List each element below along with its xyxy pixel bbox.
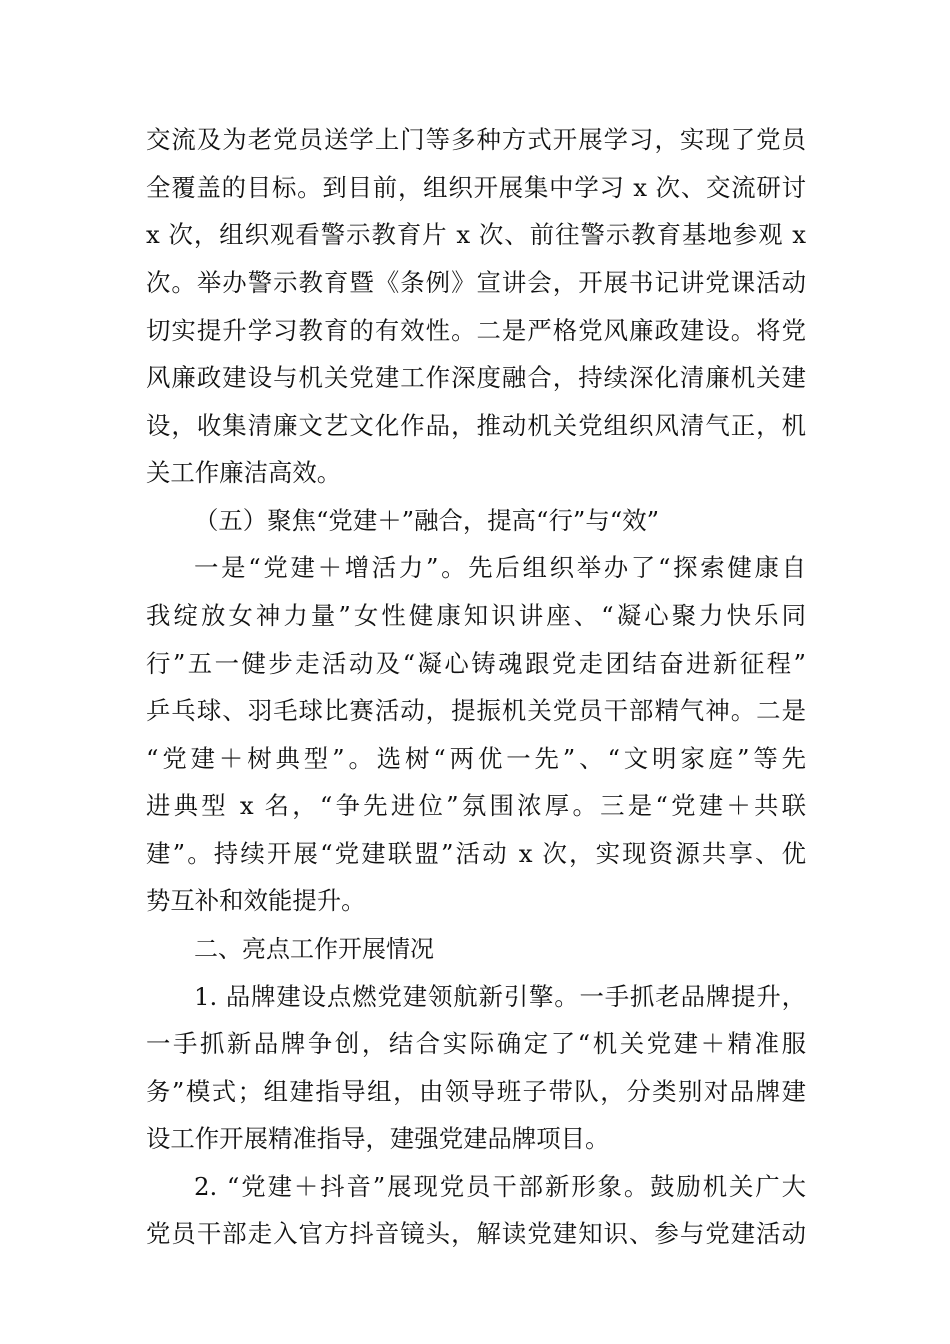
subsection-heading: （五）聚焦“党建＋”融合，提高“行”与“效” xyxy=(194,506,660,535)
body-text-line: 务”模式；组建指导组，由领导班子带队，分类别对品牌建 xyxy=(146,1077,806,1106)
body-text-line: 一是“党建＋增活力”。先后组织举办了“探索健康自 xyxy=(194,553,806,582)
body-text-line: 我绽放女神力量”女性健康知识讲座、“凝心聚力快乐同 xyxy=(146,601,806,630)
body-text-line: 乒乓球、羽毛球比赛活动，提振机关党员干部精气神。二是 xyxy=(146,696,806,725)
body-text-line: 一手抓新品牌争创，结合实际确定了“机关党建＋精准服 xyxy=(146,1029,806,1058)
body-text-line: 1. 品牌建设点燃党建领航新引擎。一手抓老品牌提升， xyxy=(194,982,806,1011)
body-text-line: 建”。持续开展“党建联盟”活动 x 次，实现资源共享、优 xyxy=(146,839,806,868)
body-text-line: 势互补和效能提升。 xyxy=(146,886,366,915)
body-text-line: 切实提升学习教育的有效性。二是严格党风廉政建设。将党 xyxy=(146,316,806,345)
body-text-line: 进典型 x 名，“争先进位”氛围浓厚。三是“党建＋共联 xyxy=(146,791,806,820)
section-heading: 二、亮点工作开展情况 xyxy=(194,935,434,963)
body-text-line: 设，收集清廉文艺文化作品，推动机关党组织风清气正，机 xyxy=(146,411,806,440)
body-text-line: 2. “党建＋抖音”展现党员干部新形象。鼓励机关广大 xyxy=(194,1172,806,1201)
body-text-line: 风廉政建设与机关党建工作深度融合，持续深化清廉机关建 xyxy=(146,363,806,392)
body-text-line: 关工作廉洁高效。 xyxy=(146,458,342,487)
body-text-line: x 次，组织观看警示教育片 x 次、前往警示教育基地参观 x xyxy=(146,220,806,249)
body-text-line: 交流及为老党员送学上门等多种方式开展学习，实现了党员 xyxy=(146,125,806,154)
body-text-line: “党建＋树典型”。选树“两优一先”、“文明家庭”等先 xyxy=(146,744,806,773)
body-text-line: 全覆盖的目标。到目前，组织开展集中学习 x 次、交流研讨 xyxy=(146,173,806,202)
body-text-line: 设工作开展精准指导，建强党建品牌项目。 xyxy=(146,1124,610,1153)
body-text-line: 行”五一健步走活动及“凝心铸魂跟党走团结奋进新征程” xyxy=(146,649,806,678)
body-text-line: 党员干部走入官方抖音镜头，解读党建知识、参与党建活动 xyxy=(146,1219,806,1248)
body-text-line: 次。举办警示教育暨《条例》宣讲会，开展书记讲党课活动 xyxy=(146,268,806,297)
